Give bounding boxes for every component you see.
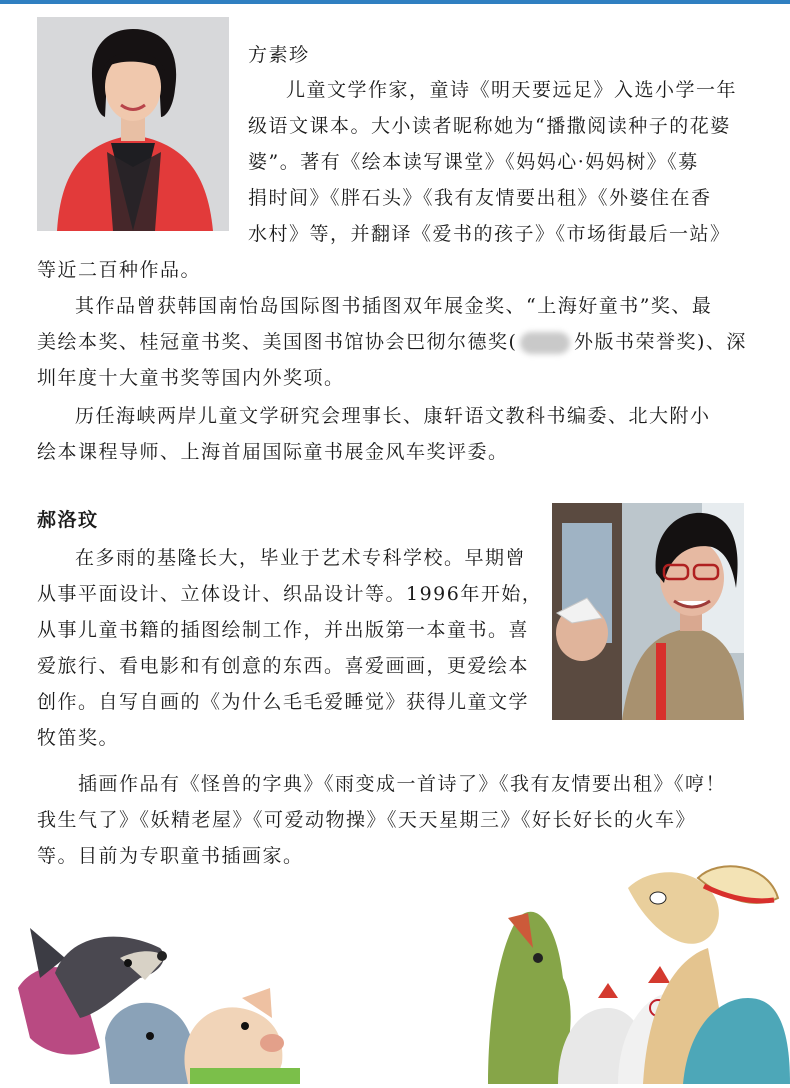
author-positions-line-2: 绘本课程导师、上海首届国际童书展金风车奖评委。 xyxy=(37,441,509,463)
illustrator-works-line-2: 我生气了》《妖精老屋》《可爱动物操》《天天星期三》《好长好长的火车》 xyxy=(37,809,697,831)
illustrator-photo xyxy=(552,503,744,720)
author-awards-line-3: 圳年度十大童书奖等国内外奖项。 xyxy=(37,367,345,389)
redaction-blur xyxy=(520,332,570,354)
author-bio-line-2: 级语文课本。大小读者昵称她为“播撒阅读种子的花婆 xyxy=(248,115,731,137)
author-photo xyxy=(37,17,229,231)
illustrator-name: 郝洛玟 xyxy=(37,509,99,531)
author-bio-line-4: 捐时间》《胖石头》《我有友情要出租》《外婆住在香 xyxy=(248,187,712,209)
illustrator-works-line-1: 插画作品有《怪兽的字典》《雨变成一首诗了》《我有友情要出租》《哼！ xyxy=(78,773,727,795)
author-positions-line-1: 历任海峡两岸儿童文学研究会理事长、康轩语文教科书编委、北大附小 xyxy=(75,405,711,427)
author-bio-line-3: 婆”。著有《绘本读写课堂》《妈妈心·妈妈树》《募 xyxy=(248,151,699,173)
illustrator-bio-line-2: 从事平面设计、立体设计、织品设计等。1996年开始， xyxy=(37,583,543,605)
author-awards-line-2: 美绘本奖、桂冠童书奖、美国图书馆协会巴彻尔德奖( xyxy=(37,331,518,353)
illustrator-works-line-3: 等。目前为专职童书插画家。 xyxy=(37,845,304,867)
top-accent-bar xyxy=(0,0,790,4)
illustrator-bio-line-6: 牧笛奖。 xyxy=(37,727,120,749)
illustration-dog-hedgehog-pig xyxy=(10,918,300,1084)
author-awards-line-2b: 外版书荣誉奖)、深 xyxy=(574,331,747,353)
author-bio-line-1: 儿童文学作家，童诗《明天要远足》入选小学一年 xyxy=(286,79,738,101)
author-bio-line-6: 等近二百种作品。 xyxy=(37,259,202,281)
illustrator-bio-line-1: 在多雨的基隆长大，毕业于艺术专科学校。早期曾 xyxy=(75,547,527,569)
author-awards-line-1: 其作品曾获韩国南怡岛国际图书插图双年展金奖、“上海好童书”奖、最 xyxy=(75,295,713,317)
author-bio-line-5: 水村》等，并翻译《爱书的孩子》《市场街最后一站》 xyxy=(248,223,731,245)
illustrator-bio-line-4: 爱旅行、看电影和有创意的东西。喜爱画画，更爱绘本 xyxy=(37,655,530,677)
illustrator-bio-line-3: 从事儿童书籍的插图绘制工作，并出版第一本童书。喜 xyxy=(37,619,530,641)
illustration-crocodile-chickens-llama xyxy=(478,858,790,1084)
illustrator-bio-line-5: 创作。自写自画的《为什么毛毛爱睡觉》获得儿童文学 xyxy=(37,691,530,713)
author-name: 方素珍 xyxy=(248,44,310,66)
